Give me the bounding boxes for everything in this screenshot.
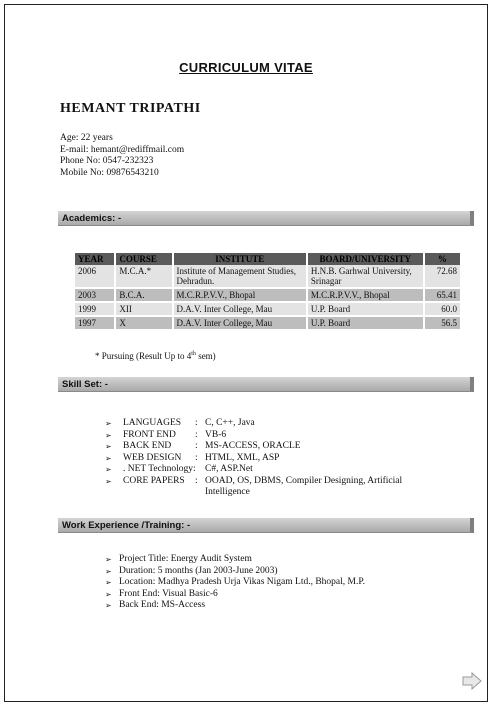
table-row <box>75 265 461 288</box>
section-academics: Academics: - <box>58 211 474 226</box>
skills-list <box>105 418 435 499</box>
table-row <box>75 288 461 302</box>
col-board: BOARD/UNIVERSITY <box>307 253 424 265</box>
arrow-bullet-icon: ➢ <box>105 453 112 463</box>
arrow-bullet-icon: ➢ <box>105 555 112 564</box>
cell-board: M.C.R.P.V.V., Bhopal <box>307 288 424 302</box>
section-skills: Skill Set: - <box>58 377 474 392</box>
col-institute: INSTITUTE <box>173 253 307 265</box>
cell-percent: 60.0 <box>424 302 461 316</box>
arrow-bullet-icon: ➢ <box>105 566 112 576</box>
cell-institute: D.A.V. Inter College, Mau <box>173 316 307 330</box>
arrow-bullet-icon: ➢ <box>105 601 112 610</box>
list-item: ➢ FRONT END : VB-6 <box>105 429 227 440</box>
list-item: ➢ . NET Technology: C#, ASP.Net <box>105 464 253 474</box>
cell-course: X <box>115 316 172 330</box>
col-course: COURSE <box>115 253 172 265</box>
arrow-bullet-icon: ➢ <box>105 430 112 440</box>
section-work: Work Experience /Training: - <box>58 518 474 533</box>
table-row <box>75 302 461 316</box>
list-item: ➢ LANGUAGES : C, C++, Java <box>105 418 255 428</box>
cell-course: B.C.A. <box>115 288 172 302</box>
cell-board: U.P. Board <box>307 316 424 330</box>
cell-year: 1999 <box>75 302 115 316</box>
cell-board: H.N.B. Garhwal University, Srinagar <box>307 265 424 288</box>
arrow-bullet-icon: ➢ <box>105 476 112 486</box>
list-item: ➢ WEB DESIGN : HTML, XML, ASP <box>105 452 280 463</box>
col-percent: % <box>424 253 461 265</box>
email-text: E-mail: hemant@rediffmail.com <box>60 144 185 155</box>
cell-institute: M.C.R.P.V.V., Bhopal <box>173 288 307 302</box>
contact-block <box>60 133 184 179</box>
arrow-bullet-icon: ➢ <box>105 442 112 451</box>
cell-year: 1997 <box>75 316 115 330</box>
arrow-bullet-icon: ➢ <box>105 465 112 474</box>
list-item: ➢ CORE PAPERS : OOAD, OS, DBMS, Compiler Designing, Artificial Intelligence <box>105 475 403 497</box>
cell-year: 2006 <box>75 265 115 288</box>
list-item: ➢ Location: Madhya Pradesh Urja Vikas Nigam Ltd., Bhopal, M.P. <box>105 577 365 587</box>
arrow-bullet-icon: ➢ <box>105 578 112 587</box>
next-arrow-icon[interactable] <box>462 672 482 690</box>
cell-institute: Institute of Management Studies, Dehradun. <box>173 265 307 288</box>
table-header-row <box>75 253 461 265</box>
cell-percent: 72.68 <box>424 265 461 288</box>
cell-year: 2003 <box>75 288 115 302</box>
cell-percent: 56.5 <box>424 316 461 330</box>
mobile-text: Mobile No: 09876543210 <box>60 167 159 178</box>
cell-course: XII <box>115 302 172 316</box>
list-item: ➢ BACK END : MS-ACCESS, ORACLE <box>105 441 301 451</box>
col-year: YEAR <box>75 253 115 265</box>
cell-percent: 65.41 <box>424 288 461 302</box>
work-list <box>105 554 365 612</box>
age-text: Age: 22 years <box>60 133 113 143</box>
table-row <box>75 316 461 330</box>
arrow-bullet-icon: ➢ <box>105 589 112 599</box>
academics-table <box>75 253 462 331</box>
list-item: ➢ Front End: Visual Basic-6 <box>105 588 218 599</box>
phone-text: Phone No: 0547-232323 <box>60 156 154 166</box>
list-item: ➢ Duration: 5 months (Jan 2003-June 2003) <box>105 565 278 576</box>
cell-board: U.P. Board <box>307 302 424 316</box>
list-item: ➢ Back End: MS-Access <box>105 600 206 610</box>
pursuing-note: * Pursuing (Result Up to 4th sem) <box>95 351 216 361</box>
candidate-name: HEMANT TRIPATHI <box>60 101 201 116</box>
resume-page <box>4 4 488 702</box>
cell-course: M.C.A.* <box>115 265 172 288</box>
arrow-bullet-icon: ➢ <box>105 419 112 428</box>
page-title: CURRICULUM VITAE <box>179 60 313 75</box>
cell-institute: D.A.V. Inter College, Mau <box>173 302 307 316</box>
list-item: ➢ Project Title: Energy Audit System <box>105 554 252 564</box>
